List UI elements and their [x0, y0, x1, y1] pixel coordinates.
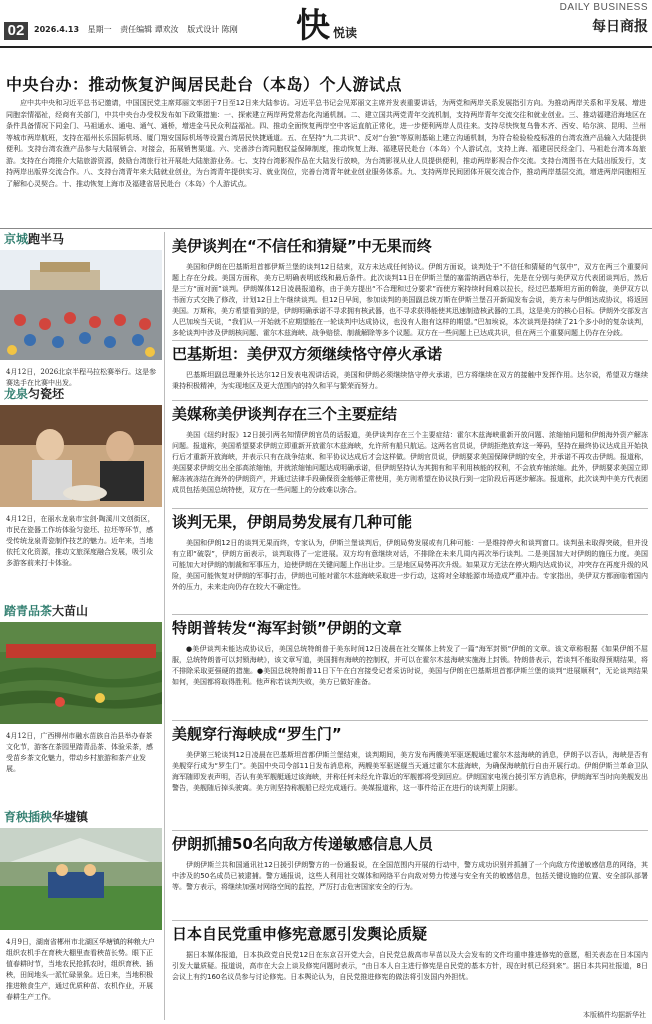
story-headline[interactable]: 美舰穿行海峡成“罗生门” [172, 725, 342, 743]
story-body: 据日本媒体报道，日本执政党自民党12日在东京召开党大会，自民党总裁高市早苗以及大会发布的文件均重申推进修宪的意愿，相关表态在日本国内引发大量质疑。报道说，高市在大会上谈及修宪问题时表示，“由日本人自主进行修宪是自民党的基本方针，现在时机已经到来”。据日本共同社报道，8日会议上有约160名议员参与讨论修宪。日本舆论认为，自民党推进修宪的做法将引发国内外担忧。 [172, 951, 648, 981]
story-headline[interactable]: 巴基斯坦：美伊双方须继续恪守停火承诺 [172, 345, 443, 363]
lead-body: 应中共中央和习近平总书记邀请，中国国民党主席郑丽文率团于7日至12日来大陆参访。习近平总书记会见郑丽文主席并发表重要讲话，为两党和两岸关系发展指引方向。为推动两岸关系和平发展、增进同胞亲情福祉，经商有关部门，中共中央台办受权发布如下政策措施：一、探索建立两岸两党常态化沟通机制。二、建立国共两党青年交流机制，支持两岸青年交流交往和就业创业。三、推动福建沿海地区在条件具备情况下同金门、马祖通水、通电、通气、通桥，增进金马民众利益福祉。四、推动全面恢复两岸空中客运直航正常化，进一步便利两岸人员往来。支持尽快恢复乌鲁木齐、西安、哈尔滨、昆明、兰州等城市两岸航班，支持在福州长乐国际机场、厦门翔安国际机场等设置台湾居民快捷通道。五、在坚持“九二共识”、反对“台独”等原则基础上建立沟通机制，为符合检验检疫标准的台湾农渔产品输入大陆提供便利。支持台湾农渔产品参与大陆展销会、对接会，拓展销售渠道。六、完善涉台湾同胞权益保障制度，推动恢复上海、福建居民赴台（本岛）个人游试点，支持上海、福建居民经金门、马祖赴台湾本岛旅游。支持在台湾推介大陆旅游资源，鼓励台湾旅行社开展赴大陆旅游业务。七、支持台湾影视作品在大陆发行放映，为台湾影视从业人员提供便利，推动两岸影视合作交流。支持台湾图书在大陆出版发行，支持两岸出版界交流合作。八、支持台湾青年来大陆就业创业，为台湾青年提供实习、就业岗位，完善台湾青年就业创业服务体系。九、支持两岸民间团体开展交流合作，推动两岸基层交流，增进两岸同胞相互了解和心灵契合。十、推动恢复上海市及福建省居民赴台（本岛）个人游试点。 [6, 99, 646, 188]
photo-caption: 4月9日，湖南省郴州市北湖区华塘镇的种粮大户组织农机手在育秧大棚里查看秧苗长势。眼下正值春耕时节，当地农民抢抓农时，组织育秧、插秧，田间地头一派忙碌景象。近日来，当地积极推进粮食生产，通过优质种苗、农机作业，开展春耕生产工作。 [6, 938, 155, 1001]
story-strait-rashomon [172, 724, 648, 794]
page-header [0, 0, 652, 66]
issue-weekday: 星期一 [87, 25, 112, 34]
photo-heading: 龙泉匀瓷坯 [4, 387, 65, 401]
issue-info [34, 24, 244, 35]
story-iran-arrests [172, 834, 648, 893]
story-divider [172, 720, 648, 721]
source-credit: 本版稿件均据新华社 [583, 1011, 646, 1019]
page-number: 02 [4, 22, 28, 40]
story-headline[interactable]: 特朗普转发“海军封锁”伊朗的文章 [172, 619, 402, 637]
story-divider [172, 508, 648, 509]
story-divider [172, 340, 648, 341]
story-us-iran-talks [172, 236, 648, 339]
story-headline[interactable]: 日本自民党重申修宪意愿引发舆论质疑 [172, 925, 428, 943]
section-logo-char: 快 [296, 6, 330, 46]
photo-heading: 踏青品茶大苗山 [4, 604, 89, 618]
ceramics-photo[interactable] [0, 405, 162, 511]
story-headline[interactable]: 谈判无果，伊朗局势发展有几种可能 [172, 513, 413, 531]
story-divider [172, 830, 648, 831]
story-body: 巴基斯坦副总理兼外长达尔12日发表电视讲话说，美国和伊朗必须继续恪守停火承诺，巴方将继续在双方的接触中发挥作用。达尔说，希望双方继续秉持积极精神，为实现地区及更大范围内的持久和平与繁荣而努力。 [172, 371, 648, 390]
story-body: 伊朗伊斯兰共和国通讯社12日援引伊朗警方的一份通报说，在全国范围内开展的行动中，警方成功识别并抓捕了一个向敌方传递敏感信息的网络，其中涉及的50名成员已被逮捕。警方通报说，这些人利用社交媒体和网络平台向敌对势力传递与安全有关的敏感信息，包括关键设施的位置、安全部队部署等。警方表示，将继续加强对网络空间的监控，严厉打击危害国家安全的行为。 [172, 861, 648, 891]
photo-sidebar [0, 230, 162, 1024]
photo-item-rice [0, 808, 162, 1003]
lead-story [0, 66, 652, 226]
photo-heading: 京城跑半马 [4, 232, 65, 246]
story-divider [172, 614, 648, 615]
story-body: 美伊第三轮谈判12日凌晨在巴基斯坦首都伊斯兰堡结束，谈判期间，美方发布两艘美军驱逐舰通过霍尔木兹海峡的消息，伊朗予以否认，海峡是否有美舰穿行成为“罗生门”。美国中央司令部11日发布消息称，两艘美军驱逐舰当天通过霍尔木兹海峡，为确保海峡航行自由开展行动。伊朗伊斯兰革命卫队海军随即发表声明，否认有美军舰艇通过该海峡，并称任何未经允许靠近的军舰都将受到回应。伊朗国家电视台援引军方消息称，伊朗海军当时向美舰发出警告，美舰随后掉头驶离。美方则坚持称舰船已经完成通行。美媒报道称，这一事件给正在进行的谈判蒙上阴影。 [172, 751, 648, 792]
story-headline[interactable]: 美伊谈判在“不信任和猜疑”中无果而终 [172, 237, 432, 255]
story-body: 美国和伊朗在巴基斯坦首都伊斯兰堡的谈判12日结束，双方未达成任何协议。伊朗方面说，谈判处于“不信任和猜疑的气氛中”，双方在两三个重要问题上存在分歧。美国方面称，美方已明确表明底线和最后条件。此次谈判11日在伊斯兰堡的塞雷纳酒店举行，先是在分别与美伊双方代表团谈判后，然后是三方“面对面”谈判。伊朗媒体12日凌晨报道称，由于美方提出“不合理和过分要求”而使方案持续时间难以拉长，经过巴基斯坦方面的斡旋，美伊双方以书面方式交换了修改，计划12日上午继续谈判。但12日早间，参加谈判的美国副总统万斯在伊斯兰堡召开新闻发布会说，美方未与伊朗达成协议，将返回美国。万斯称，美方希望看到的是，伊朗明确承诺不寻求拥有核武器，也不寻求获得能使其迅速制造核武器的工具，这是美方的核心目标。伊朗外交部发言人巴加埃当天说，“我们从一开始就不应期望能在一轮谈判中达成协议，也没有人抱有这样的期望。”巴加埃说，本次谈判是持续了21个多小时的复杂谈判，多轮谈判中涉及伊朗核问题、霍尔木兹海峡、战争赔偿、制裁解除等多个议题。双方在一些问题上已达成共识，但在两三个重要问题上仍存在分歧。 [172, 263, 648, 337]
marathon-photo[interactable] [0, 250, 162, 364]
editor-credit: 责任编辑 谭欢汝 [120, 25, 179, 34]
brand-chinese: 每日商报 [592, 19, 648, 35]
story-body: ●美伊谈判未能达成协议后，美国总统特朗普于美东时间12日凌晨在社交媒体上转发了一篇“海军封锁”伊朗的文章。该文章称根据《如果伊朗不屈服，总统特朗普可以封锁海峡》，该文章写道，美国拥有海峡的控制权，并可以在霍尔木兹海峡实施海上封锁。特朗普表示，若谈判不能取得预期结果，将不排除采取更强硬的措施。●美国总统特朗普11日下午在白宫接受记者采访时说，美国与伊朗在巴基斯坦首都伊斯兰堡的谈判“进展顺利”，无论谈判结果如何，美国都将取得胜利。他声称若谈判失败，美方已做好准备。 [172, 645, 648, 686]
photo-caption: 4月12日，在丽水龙泉市宝剑·陶溪川文创街区，市民在瓷器工作坊体验匀瓷坯、拉坯等环节，感受传统龙泉青瓷制作技艺的魅力。近年来，当地依托文化资源，推动文旅深度融合发展，吸引众多游客前来打卡体验。 [6, 515, 155, 567]
story-naval-blockade [172, 618, 648, 688]
rice-seedling-photo[interactable] [0, 828, 162, 934]
story-headline[interactable]: 美媒称美伊谈判存在三个主要症结 [172, 405, 398, 423]
column-divider [164, 232, 165, 1020]
story-headline[interactable]: 伊朗抓捕50名向敌方传递敏感信息人员 [172, 835, 433, 853]
photo-heading: 育秧插秧华墟镇 [4, 810, 89, 824]
story-body: 美国《纽约时报》12日援引两名知情伊朗官员的话报道，美伊谈判存在三个主要症结：霍尔木兹海峡重新开放问题、浓缩铀问题和伊朗海外资产解冻问题。报道称，美国希望要求伊朗立即重新开放霍尔木兹海峡，允许所有船只航运。这两名官员说，伊朗拒绝放弃这一筹码，坚持在最终协议达成且开始执行后才重新开放海峡，并表示只有在战争结束、和平协议达成后才会这样做。伊朗官员说，伊朗要求美国保障伊朗的安全，并承诺不再攻击伊朗。报道称，美国要求伊朗交出全部高浓缩铀，并就浓缩铀问题达成明确承诺，但伊朗坚持认为其拥有和平利用核能的权利，不会放弃铀浓缩。此外，伊朗要求美国立即解冻被冻结在海外的伊朗资产，并通过法律手段确保资金能够正常使用，美方则希望在协议执行到一定阶段后再逐步解冻。报道称，此次谈判中美方代表团成员包括美国总统特使，双方在一些问题上的分歧难以弥合。 [172, 431, 648, 494]
photo-item-ceramics [0, 385, 162, 569]
issue-date: 2026.4.13 [34, 25, 80, 34]
photo-item-tea [0, 602, 162, 775]
brand-english: DAILY BUSINESS [559, 2, 648, 13]
photo-item-marathon [0, 230, 162, 389]
section-name: 悦读 [333, 26, 358, 40]
header-divider [0, 46, 652, 48]
photo-caption: 4月12日，广西柳州市融水苗族自治县举办春茶文化节，游客在茶园里踏青品茶、体验采茶，感受苗乡茶文化魅力，带动乡村旅游和茶产业发展。 [6, 732, 153, 773]
lead-divider [0, 228, 652, 229]
story-three-sticking-points [172, 404, 648, 496]
story-divider [172, 400, 648, 401]
story-body: 美国和伊朗12日的谈判无果而终，专家认为，伊斯兰堡谈判后，伊朗局势发展或有几种可能：一是维持停火和谈判窗口。谈判虽未取得突破，但并没有立即“破裂”，伊朗方面表示，谈判取得了一定进展。双方均有意继续对话，不排除在未来几周内再次举行谈判。二是美国加大对伊朗的施压力度。美国可能加大对伊朗的制裁和军事压力，迫使伊朗在关键问题上作出让步。三是地区局势再次升级。如果双方无法在停火期内达成协议，冲突存在再度升级的风险，美国可能恢复对伊朗的军事打击，伊朗也可能对霍尔木兹海峡采取进一步行动，这将对全球能源市场造成严重冲击。专家指出，美伊双方都面临着国内外的压力，未来走向仍存在较大不确定性。 [172, 539, 648, 591]
tea-garden-photo[interactable] [0, 622, 162, 728]
designer-credit: 版式设计 陈刚 [187, 25, 238, 34]
story-japan-constitution [172, 924, 648, 983]
story-divider [172, 920, 648, 921]
photo-caption: 4月12日，2026北京半程马拉松赛举行。这是参赛选手在比赛中出发。 [6, 368, 157, 387]
lead-headline[interactable]: 中央台办：推动恢复沪闽居民赴台（本岛）个人游试点 [6, 75, 403, 94]
story-pakistan [172, 344, 648, 392]
story-iran-scenarios [172, 512, 648, 593]
